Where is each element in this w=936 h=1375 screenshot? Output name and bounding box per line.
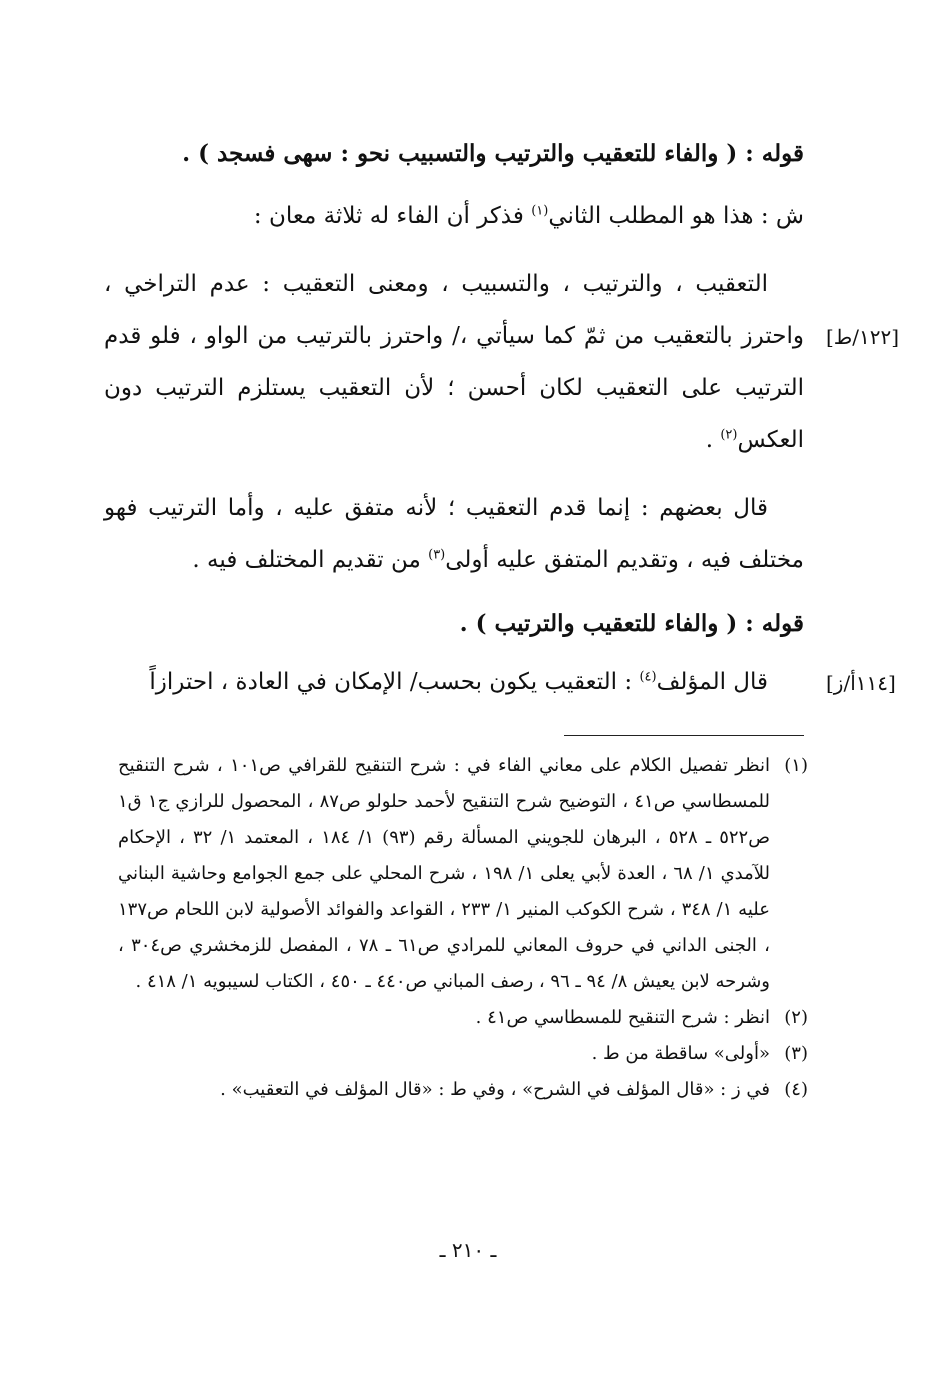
footnote-separator <box>564 735 804 736</box>
footnote-4 <box>118 1072 808 1108</box>
paragraph-meanings-text-end: . <box>705 427 721 453</box>
paragraph-author-said-text-end: : التعقيب يكون بحسب/ الإمكان في العادة ، احترازاً <box>149 669 640 695</box>
footnote-ref-3[interactable]: (٣) <box>428 547 446 563</box>
footnote-ref-2[interactable]: (٢) <box>720 427 738 443</box>
footnote-3 <box>118 1036 808 1072</box>
paragraph-intro <box>104 190 804 242</box>
footnote-ref-1[interactable]: (١) <box>531 203 549 219</box>
footnote-text: «أولى» ساقطة من ط . <box>591 1043 770 1064</box>
margin-note-manuscript-t: [١٢٢/ط] <box>826 325 900 349</box>
heading-quote-1: قوله : ( والفاء للتعقيب والترتيب والتسبيب نحو : سهى فسجد ) . <box>182 140 804 167</box>
paragraph-meanings <box>104 258 804 466</box>
footnotes <box>118 748 808 1108</box>
paragraph-author-said-text: قال المؤلف <box>656 669 768 695</box>
paragraph-some-said <box>104 482 804 586</box>
paragraph-meanings-text: التعقيب ، والترتيب ، والتسبيب ، ومعنى التعقيب : عدم التراخي ، واحترز بالتعقيب من ثمّ كما سيأتي ،/ واحترز بالترتيب من الواو ، فلو قدم الترتيب على التعقيب لكان أحسن ؛ لأن التعقيب يستلزم الترتيب دون العكس <box>104 271 805 453</box>
paragraph-some-said-text-end: من تقديم المختلف فيه . <box>192 547 429 573</box>
footnote-number: (١) <box>784 755 808 776</box>
paragraph-intro-text-end: فذكر أن الفاء له ثلاثة معان : <box>253 203 532 229</box>
footnote-text: انظر تفصيل الكلام على معاني الفاء في : شرح التنقيح للقرافي ص١٠١ ، شرح التنقيح للمسطاسي ص٤١ ، التوضيح شرح التنقيح لأحمد حلولو ص٨٧ ، المحصول للرازي ج١ ق١ ص٥٢٢ ـ ٥٢٨ ، البرهان للجويني المسألة رقم (٩٣) ١/ ١٨٤ ، المعتمد ١/ ٣٢ ، الإحكام للآمدي ١/ ٦٨ ، العدة لأبي يعلى ١/ ١٩٨ ، شرح المحلي على جمع الجوامع وحاشية البناني عليه ١/ ٣٤٨ ، شرح الكوكب المنير ١/ ٢٣٣ ، القواعد والفوائد الأصولية لابن اللحام ص١٣٧ ، الجنى الداني في حروف المعاني للمرادي ص٦١ ـ ٧٨ ، المفصل للزمخشري ص٣٠٤ ، وشرحه لابن يعيش ٨/ ٩٤ ـ ٩٦ ، رصف المباني ص٤٤٠ ـ ٤٥٠ ، الكتاب لسيبويه ١/ ٤١٨ . <box>118 755 770 992</box>
margin-note-manuscript-z: [١١٤أ/ز] <box>826 671 896 695</box>
footnote-text: انظر : شرح التنقيح للمسطاسي ص٤١ . <box>475 1007 770 1028</box>
footnote-number: (٣) <box>784 1043 808 1064</box>
footnote-number: (٢) <box>784 1007 808 1028</box>
paragraph-author-said <box>104 656 804 708</box>
heading-quote-2: قوله : ( والفاء للتعقيب والترتيب ) . <box>459 610 804 637</box>
page-number: ـ ٢١٠ ـ <box>439 1238 497 1262</box>
footnote-text: في ز : «قال المؤلف في الشرح» ، وفي ط : «قال المؤلف في التعقيب» . <box>220 1079 770 1100</box>
footnote-ref-4[interactable]: (٤) <box>639 669 657 685</box>
footnote-number: (٤) <box>784 1079 808 1100</box>
paragraph-intro-text: ش : هذا هو المطلب الثاني <box>548 203 804 229</box>
paragraph-some-said-text: قال بعضهم : إنما قدم التعقيب ؛ لأنه متفق عليه ، وأما الترتيب فهو مختلف فيه ، وتقديم المتفق عليه أولى <box>104 495 804 573</box>
footnote-2 <box>118 1000 808 1036</box>
footnote-1 <box>118 748 808 1000</box>
